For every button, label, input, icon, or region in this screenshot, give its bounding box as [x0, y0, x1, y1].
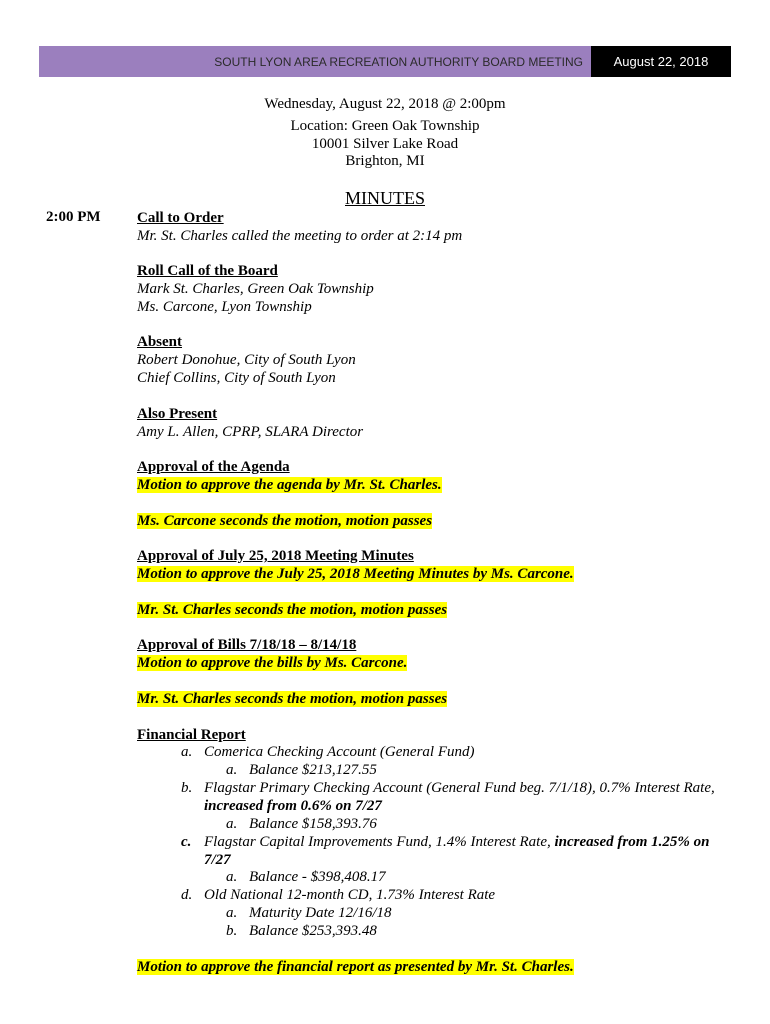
list-marker: a.: [226, 905, 238, 921]
financial-item-b: Flagstar Primary Checking Account (General Fund beg. 7/1/18), 0.7% Interest Rate,: [204, 780, 715, 796]
agenda-title: Approval of the Agenda: [137, 459, 290, 475]
minutes-approval-title: Approval of July 25, 2018 Meeting Minutes: [137, 548, 414, 564]
list-marker: a.: [226, 816, 238, 832]
financial-motion: Motion to approve the financial report as presented by Mr. St. Charles.: [137, 959, 574, 975]
bills-title: Approval of Bills 7/18/18 – 8/14/18: [137, 637, 357, 653]
also-present-member: Amy L. Allen, CPRP, SLARA Director: [137, 424, 364, 440]
header-bar: [39, 46, 591, 77]
absent-member: Chief Collins, City of South Lyon: [137, 370, 336, 386]
financial-item-c-bold: increased from 1.25% on: [554, 834, 710, 850]
list-marker: a.: [181, 744, 193, 760]
financial-item-c-balance: Balance - $398,408.17: [249, 869, 386, 885]
header-date-box: [591, 46, 731, 77]
financial-item-d-balance: Balance $253,393.48: [249, 923, 377, 939]
meeting-datetime: Wednesday, August 22, 2018 @ 2:00pm: [264, 96, 506, 112]
meeting-city: Brighton, MI: [345, 153, 425, 169]
time-label: 2:00 PM: [46, 209, 101, 225]
list-marker: a.: [226, 762, 238, 778]
financial-item-d-maturity: Maturity Date 12/16/18: [249, 905, 392, 921]
list-marker: c.: [181, 834, 192, 850]
bills-second: Mr. St. Charles seconds the motion, motion passes: [137, 691, 448, 707]
financial-item-c: Flagstar Capital Improvements Fund, 1.4% Interest Rate,: [204, 834, 555, 850]
financial-item-b-bold: increased from 0.6% on 7/27: [204, 798, 382, 814]
financial-item-c-date: 7/27: [204, 852, 231, 868]
financial-item-b-balance: Balance $158,393.76: [249, 816, 377, 832]
financial-item-a: Comerica Checking Account (General Fund): [204, 744, 475, 760]
list-marker: b.: [181, 780, 193, 796]
list-marker: a.: [226, 869, 238, 885]
roll-call-member: Ms. Carcone, Lyon Township: [137, 299, 312, 315]
call-to-order-title: Call to Order: [137, 210, 224, 226]
agenda-motion: Motion to approve the agenda by Mr. St. Charles.: [137, 477, 442, 493]
financial-item-d: Old National 12-month CD, 1.73% Interest Rate: [204, 887, 496, 903]
header-title: SOUTH LYON AREA RECREATION AUTHORITY BOARD MEETING: [214, 54, 583, 69]
list-marker: b.: [226, 923, 238, 939]
minutes-approval-second: Mr. St. Charles seconds the motion, motion passes: [137, 602, 448, 618]
roll-call-title: Roll Call of the Board: [137, 263, 278, 279]
absent-title: Absent: [137, 334, 183, 350]
minutes-approval-motion: Motion to approve the July 25, 2018 Meeting Minutes by Ms. Carcone.: [137, 566, 574, 582]
meeting-location: Location: Green Oak Township: [290, 118, 480, 134]
absent-member: Robert Donohue, City of South Lyon: [137, 352, 356, 368]
minutes-heading: MINUTES: [345, 188, 425, 208]
list-marker: d.: [181, 887, 193, 903]
bills-motion: Motion to approve the bills by Ms. Carcone.: [137, 655, 408, 671]
agenda-second: Ms. Carcone seconds the motion, motion passes: [137, 513, 433, 529]
header-date: August 22, 2018: [613, 54, 709, 69]
roll-call-member: Mark St. Charles, Green Oak Township: [137, 281, 374, 297]
meeting-address: 10001 Silver Lake Road: [311, 136, 459, 152]
financial-item-a-balance: Balance $213,127.55: [249, 762, 377, 778]
financial-title: Financial Report: [137, 727, 246, 743]
call-to-order-text: Mr. St. Charles called the meeting to order at 2:14 pm: [137, 228, 463, 244]
also-present-title: Also Present: [137, 406, 218, 422]
